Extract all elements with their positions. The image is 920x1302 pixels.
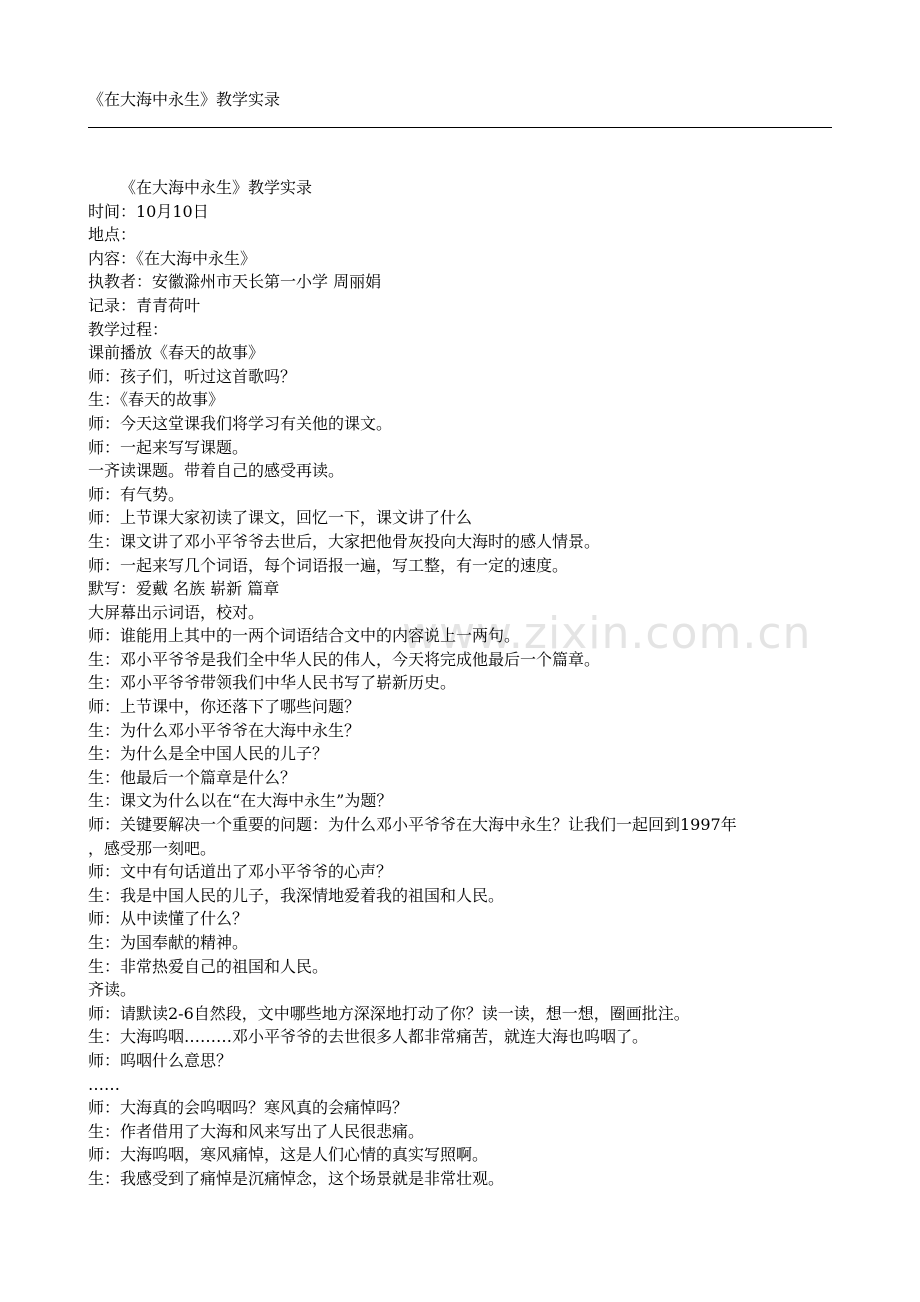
transcript-line: 师：上节课中，你还落下了哪些问题？: [88, 697, 361, 717]
transcript-line: 生：课文讲了邓小平爷爷去世后，大家把他骨灰投向大海时的感人情景。: [88, 531, 601, 551]
transcript-line: 师：有气势。: [88, 484, 185, 504]
transcript-line: 生：大海呜咽………邓小平爷爷的去世很多人都非常痛苦，就连大海也呜咽了。: [88, 1027, 649, 1047]
transcript-line: 师：谁能用上其中的一两个词语结合文中的内容说上一两句。: [88, 626, 521, 646]
running-header-title: 《在大海中永生》教学实录: [88, 90, 281, 109]
transcript-line: 师：孩子们，听过这首歌吗？: [88, 366, 297, 386]
transcript-line: 教学过程：: [88, 319, 169, 339]
transcript-line: 生：为国奉献的精神。: [88, 933, 249, 952]
transcript-line: 一齐读课题。带着自己的感受再读。: [88, 461, 345, 481]
transcript-line: 师：关键要解决一个重要的问题：为什么邓小平爷爷在大海中永生？让我们一起回到1997年: [88, 815, 737, 835]
transcript-line: 师：呜咽什么意思？: [88, 1050, 233, 1070]
transcript-line: 生：我感受到了痛悼是沉痛悼念，这个场景就是非常壮观。: [88, 1168, 505, 1188]
transcript-line: 生：为什么是全中国人民的儿子？: [88, 744, 329, 764]
transcript-line: 师：从中读懂了什么？: [88, 909, 249, 929]
transcript-line: 齐读。: [88, 980, 137, 1000]
watermark: www.zixin.com.cn: [402, 608, 812, 659]
transcript-line: 大屏幕出示词语，校对。: [88, 602, 265, 622]
transcript-line: 生：非常热爱自己的祖国和人民。: [88, 956, 329, 976]
transcript-line: 默写：爱戴 名族 崭新 篇章: [88, 579, 280, 599]
transcript-line: 执教者：安徽滁州市天长第一小学 周丽娟: [88, 272, 382, 292]
transcript-line: 生：他最后一个篇章是什么？: [88, 767, 297, 787]
transcript-line: 生：邓小平爷爷是我们全中华人民的伟人，今天将完成他最后一个篇章。: [88, 649, 601, 669]
transcript-line: 生：我是中国人民的儿子，我深情地爱着我的祖国和人民。: [88, 885, 505, 905]
transcript-line: 记录：青青荷叶: [88, 295, 201, 315]
transcript-line: 生：《春天的故事》: [88, 390, 225, 410]
transcript-line: 地点：: [88, 225, 137, 245]
transcript-line: 师：大海呜咽，寒风痛悼，这是人们心情的真实写照啊。: [88, 1145, 489, 1165]
transcript-line: 师：请默读2-6自然段，文中哪些地方深深地打动了你？读一读，想一想，圈画批注。: [88, 1003, 690, 1023]
transcript-line: ……: [88, 1074, 120, 1094]
document-title: 《在大海中永生》教学实录: [120, 178, 313, 197]
transcript-line: 师：一起来写写课题。: [88, 437, 249, 457]
transcript-lines: [88, 200, 834, 1191]
transcript-line: 内容：《在大海中永生》: [88, 248, 257, 268]
transcript-line: 课前播放《春天的故事》: [88, 343, 265, 363]
transcript-line: 生：邓小平爷爷带领我们中华人民书写了崭新历史。: [88, 673, 457, 693]
transcript-line: 时间：10月10日: [88, 201, 209, 221]
header-divider: [88, 127, 832, 128]
transcript-line: 师：今天这堂课我们将学习有关他的课文。: [88, 413, 393, 433]
transcript-line: 生：课文为什么以在“在大海中永生”为题？: [88, 791, 393, 811]
transcript-line: 生：作者借用了大海和风来写出了人民很悲痛。: [88, 1121, 425, 1141]
transcript-line: 师：文中有句话道出了邓小平爷爷的心声？: [88, 862, 393, 882]
transcript-line: 师：上节课大家初读了课文，回忆一下，课文讲了什么: [88, 508, 473, 528]
transcript-line: 生：为什么邓小平爷爷在大海中永生？: [88, 720, 361, 740]
transcript-line: ，感受那一刻吧。: [88, 838, 217, 858]
transcript-line: 师：大海真的会呜咽吗？寒风真的会痛悼吗？: [88, 1098, 409, 1118]
document-body: [88, 176, 834, 1191]
transcript-line: 师：一起来写几个词语，每个词语报一遍，写工整，有一定的速度。: [88, 555, 569, 575]
